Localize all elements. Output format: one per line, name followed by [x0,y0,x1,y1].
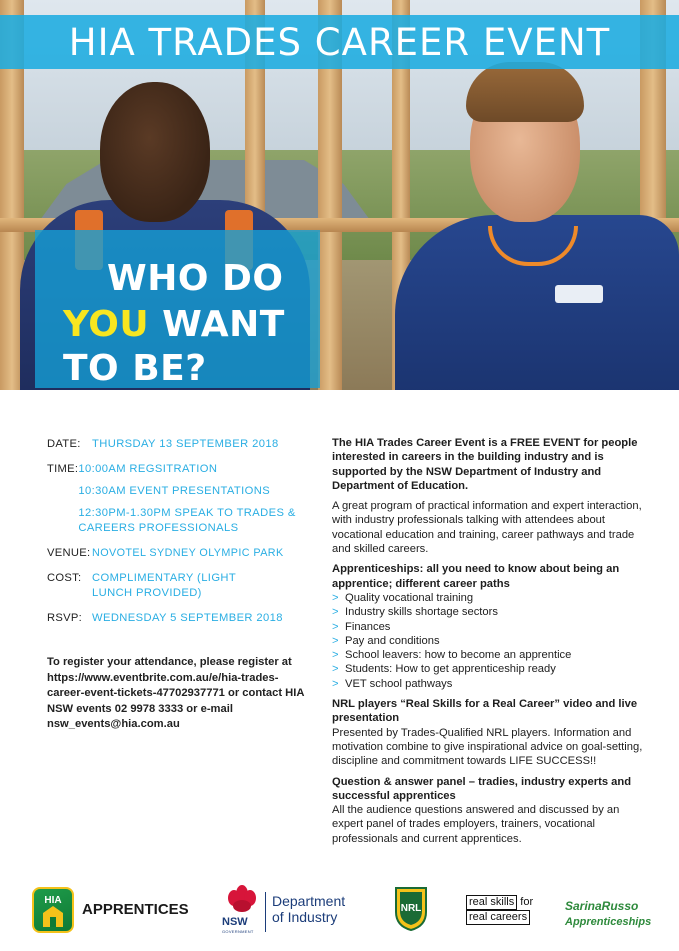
nsw-text: NSW [222,916,248,928]
time-row [47,462,312,536]
date-label: DATE: [47,438,81,450]
list-item-text: School leavers: how to become an apprentice [345,649,572,662]
event-details [47,437,312,636]
waratah-icon [225,884,259,914]
sr-subtitle: Apprenticeships [565,916,652,928]
list-item-text: Pay and conditions [345,634,440,647]
rsvp-value: WEDNESDAY 5 SEPTEMBER 2018 [92,612,283,624]
dept-line-2: of Industry [272,909,338,925]
rs-boxed-text: real skills [466,895,517,910]
rs-boxed-text: real careers [466,910,530,925]
person-left-head [100,82,210,222]
headline-line-2 [63,304,363,345]
venue-label: VENUE: [47,547,91,559]
headline-line-2-rest: WANT [149,304,285,345]
hia-badge-text: HIA [44,895,62,906]
list-item [332,620,650,634]
chevron-icon: > [332,634,339,647]
time-value: 10:30AM EVENT PRESENTATIONS [78,485,271,497]
list-item-text: VET school pathways [345,677,453,690]
chevron-icon: > [332,591,339,604]
chevron-icon: > [332,620,339,633]
list-item [332,677,650,691]
nsw-subtext: GOVERNMENT [222,929,254,934]
cost-label: COST: [47,572,82,584]
chevron-icon: > [332,649,339,662]
list-item-text: Industry skills shortage sectors [345,606,498,619]
nrl-shield-icon [394,886,428,932]
nrl-paragraph: Presented by Trades-Qualified NRL players. Information and motivation combine to give inspirational advice on goal-setting, discipline and commitment towards LIFE SUCCESS!! [332,726,643,768]
divider [265,892,266,932]
list-item [332,662,650,676]
date-row [47,437,312,452]
rs-line-2 [466,910,533,925]
time-values [78,462,312,536]
real-skills-logo [466,895,533,925]
page-title: HIA TRADES CAREER EVENT [68,20,611,64]
chevron-icon: > [332,677,339,690]
dept-line-1: Department [272,893,346,909]
cost-value: COMPLIMENTARY (LIGHT LUNCH PROVIDED) [92,572,236,599]
qa-heading: Question & answer panel – tradies, industry experts and successful apprentices [332,775,632,802]
apprenticeships-list [332,591,650,691]
hia-house-icon [34,889,72,931]
qa-paragraph: All the audience questions answered and discussed by an expert panel of trades employers, trainers, vocational professionals and current apprentices. [332,804,620,845]
intro-paragraph: The HIA Trades Career Event is a FREE EVENT for people interested in careers in the building industry and is supported by the NSW Department of Industry and Department of Education. [332,437,638,492]
rsvp-row [47,611,312,626]
hia-badge-icon [32,887,74,933]
time-value: 10:00AM REGSITRATION [78,463,218,475]
registration-text: To register your attendance, please register at https://www.eventbrite.com.au/e/hia-trades-career-event-tickets-47702937771 or contact HIA NSW events 02 9978 3333 or e-mail nsw_events@hia.com.au [47,656,305,730]
headline-box [35,230,320,388]
sponsor-logos [0,880,679,940]
nrl-text: NRL [400,903,422,914]
headline-highlight: YOU [63,304,150,345]
rs-line-1 [466,895,533,910]
nrl-heading: NRL players “Real Skills for a Real Career” video and live presentation [332,698,638,725]
nsw-label [222,916,254,934]
list-item [332,634,650,648]
time-label: TIME: [47,463,79,475]
department-of-industry-label [272,893,345,925]
chevron-icon: > [332,663,339,676]
sr-name: SarinaRusso [565,899,639,913]
list-item [332,591,650,605]
headline-line-3: TO BE? [63,348,207,389]
list-item-text: Quality vocational training [345,591,474,604]
rs-text: for [517,896,534,908]
venue-row [47,546,312,561]
list-item-text: Students: How to get apprenticeship ready [345,663,556,676]
event-description [332,436,650,852]
shirt-logo [555,285,603,303]
rsvp-label: RSVP: [47,612,83,624]
person-right-hair [466,62,584,122]
list-item-text: Finances [345,620,391,633]
headline-line-1: WHO DO [107,258,284,299]
cost-row [47,571,312,601]
hia-apprentices-label: APPRENTICES [82,901,189,918]
apprenticeships-heading: Apprenticeships: all you need to know about being an apprentice; different career paths [332,563,620,590]
list-item [332,648,650,662]
date-value: THURSDAY 13 SEPTEMBER 2018 [92,438,279,450]
program-paragraph: A great program of practical information and expert interaction, with industry professionals talking with attendees about vocational education and training, career pathways and trade and skilled careers. [332,500,642,556]
time-value: 12:30PM-1.30PM SPEAK TO TRADES & CAREERS PROFESSIONALS [78,507,296,534]
venue-value: NOVOTEL SYDNEY OLYMPIC PARK [92,547,284,559]
chevron-icon: > [332,606,339,619]
hero-photo [0,0,679,390]
sarina-russo-logo [565,897,651,928]
list-item [332,605,650,619]
title-banner [0,15,679,69]
